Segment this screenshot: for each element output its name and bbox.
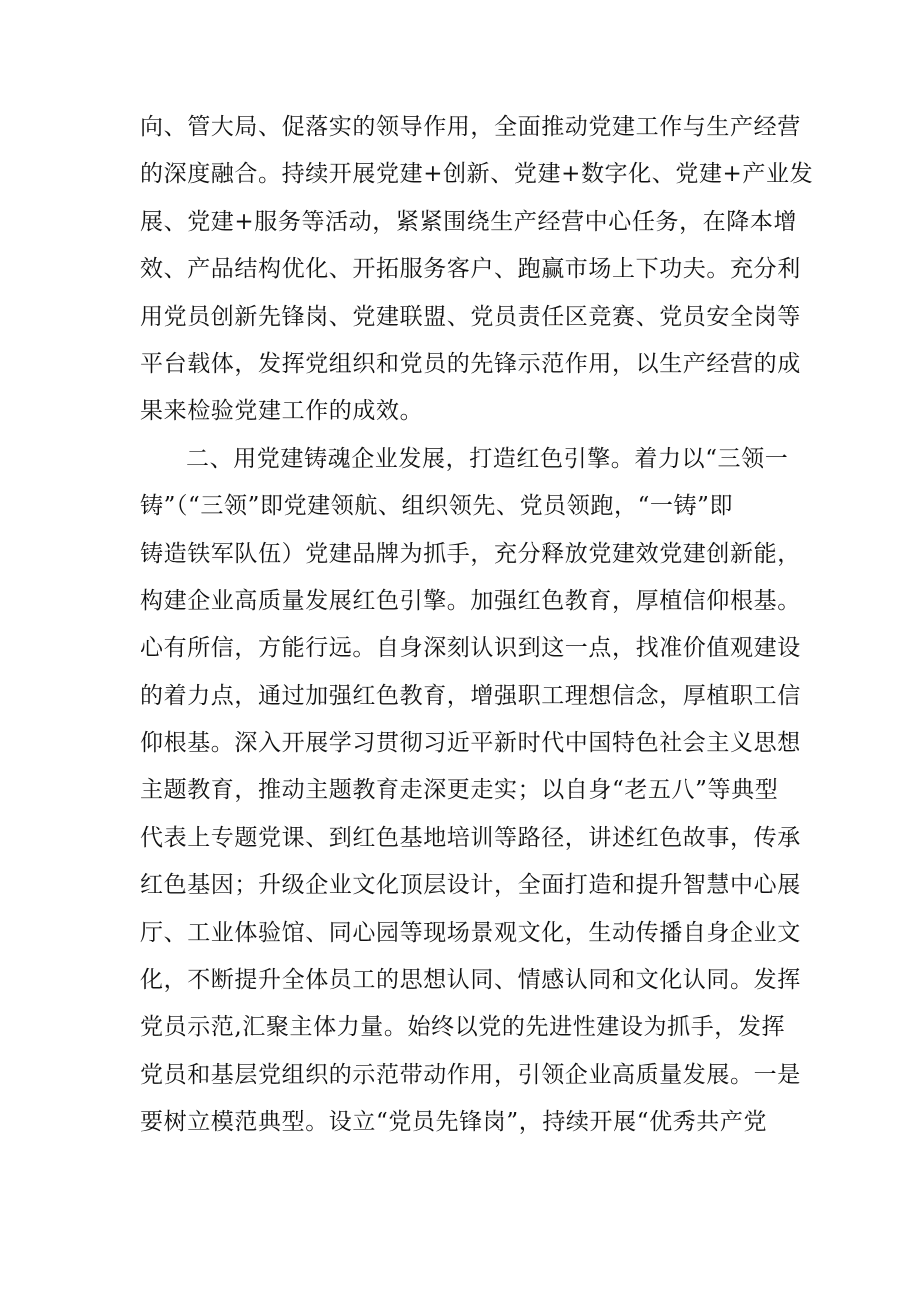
text-line: 用党员创新先锋岗、党建联盟、党员责任区竞赛、党员安全岗等 <box>140 303 801 330</box>
text-line: 铸造铁军队伍）党建品牌为抓手，充分释放党建效党建创新能， <box>140 540 801 567</box>
body-text <box>140 104 814 1147</box>
text-line: 党员示范,汇聚主体力量。始终以党的先进性建设为抓手，发挥 <box>140 1014 786 1041</box>
text-line: 的深度融合。持续开展党建+创新、党建+数字化、党建+产业发 <box>140 161 814 188</box>
text-line: 党员和基层党组织的示范带动作用，引领企业高质量发展。一是 <box>140 1061 801 1088</box>
text-line: 主题教育，推动主题教育走深更走实；以自身“老五八”等典型 <box>140 777 779 804</box>
text-line: 铸”（“三领”即党建领航、组织领先、党员领跑，“一铸”即 <box>140 493 734 520</box>
text-line: 的着力点，通过加强红色教育，增强职工理想信念，厚植职工信 <box>140 682 801 709</box>
text-line: 红色基因；升级企业文化顶层设计，全面打造和提升智慧中心展 <box>140 872 801 899</box>
text-line: 厅、工业体验馆、同心园等现场景观文化，生动传播自身企业文 <box>140 919 801 946</box>
text-line: 化，不断提升全体员工的思想认同、情感认同和文化认同。发挥 <box>140 967 801 994</box>
paragraph-start-line: 二、用党建铸魂企业发展，打造红色引擎。着力以“三领一 <box>186 445 789 472</box>
text-line: 果来检验党建工作的成效。 <box>140 398 424 425</box>
text-line: 效、产品结构优化、开拓服务客户、跑赢市场上下功夫。充分利 <box>140 256 801 283</box>
text-line: 构建企业高质量发展红色引擎。加强红色教育，厚植信仰根基。 <box>140 587 801 614</box>
text-line: 展、党建+服务等活动，紧紧围绕生产经营中心任务，在降本增 <box>140 208 798 235</box>
text-line: 要树立模范典型。设立“党员先锋岗”，持续开展“优秀共产党 <box>140 1109 768 1136</box>
text-line: 代表上专题党课、到红色基地培训等路径，讲述红色故事，传承 <box>140 824 801 851</box>
text-line: 仰根基。深入开展学习贯彻习近平新时代中国特色社会主义思想 <box>140 730 801 757</box>
text-line: 心有所信，方能行远。自身深刻认识到这一点，找准价值观建设 <box>140 635 801 662</box>
text-line: 平台载体，发挥党组织和党员的先锋示范作用，以生产经营的成 <box>140 350 801 377</box>
text-line: 向、管大局、促落实的领导作用，全面推动党建工作与生产经营 <box>140 114 801 140</box>
